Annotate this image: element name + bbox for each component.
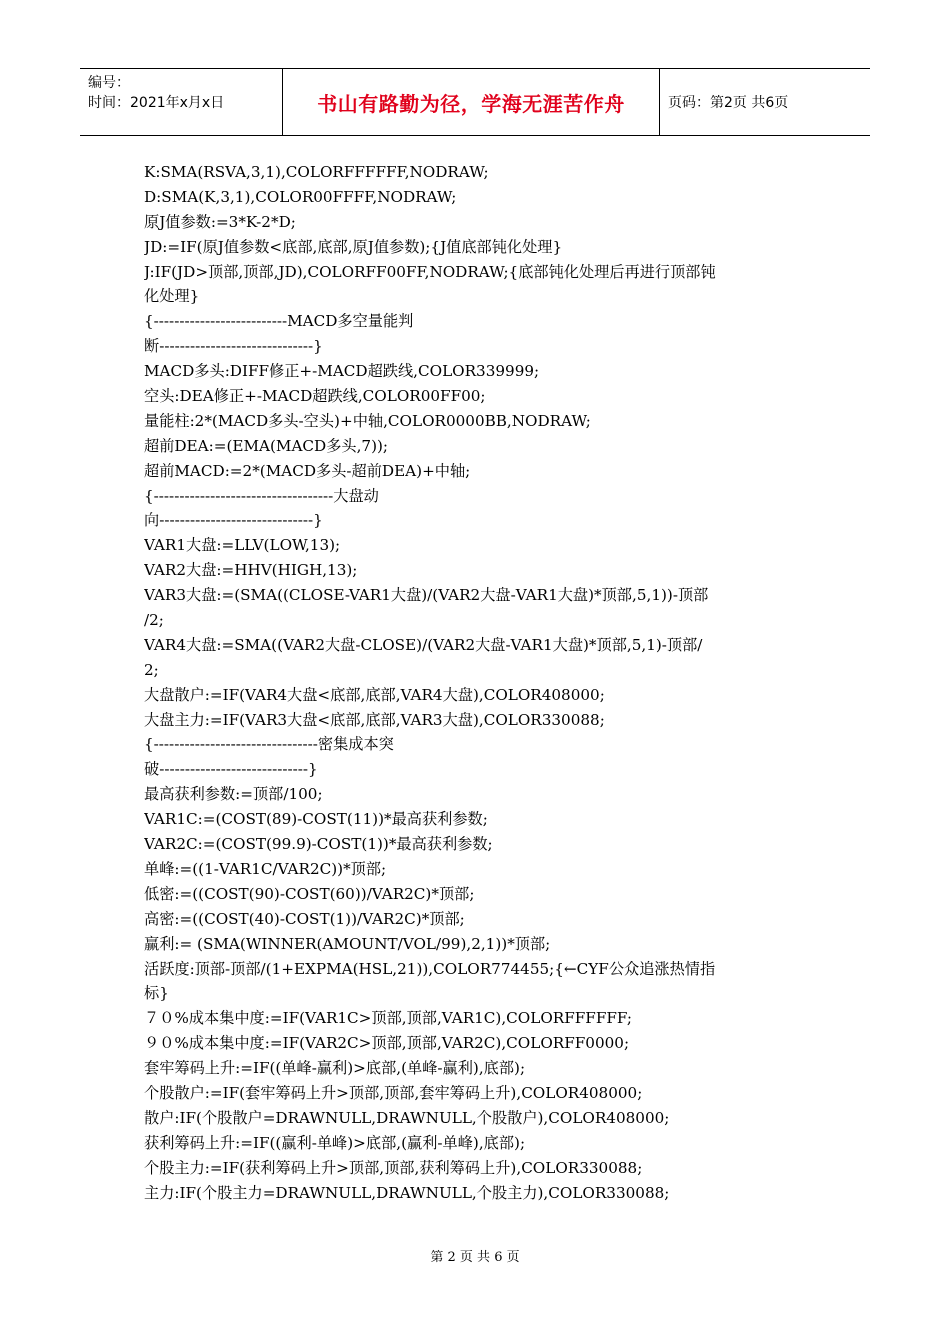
text-line: 超前DEA:=(EMA(MACD多头,7));: [144, 436, 389, 455]
text-line: 单峰:=((1-VAR1C/VAR2C))*顶部;: [144, 859, 387, 878]
motto-text: 书山有路勤为径，学海无涯苦作舟: [317, 91, 625, 116]
text-line: VAR2大盘:=HHV(HIGH,13);: [144, 561, 358, 580]
date-label: 时间：2021年x月x日: [88, 95, 225, 111]
text-line: ９０%成本集中度:=IF(VAR2C>顶部,顶部,VAR2C),COLORFF0000;: [144, 1034, 630, 1053]
text-line: MACD多头:DIFF修正+-MACD超跌线,COLOR339999;: [144, 362, 540, 381]
text-line: K:SMA(RSVA,3,1),COLORFFFFFF,NODRAW;: [144, 163, 489, 181]
text-line: 大盘主力:=IF(VAR3大盘<底部,底部,VAR3大盘),COLOR330088;: [144, 710, 605, 729]
header-meta: [80, 69, 283, 135]
text-line: {--------------------------------密集成本突: [144, 735, 394, 754]
header-motto-cell: [283, 69, 660, 135]
text-line: 高密:=((COST(40)-COST(1))/VAR2C)*顶部;: [144, 909, 465, 928]
text-line: 化处理}: [144, 287, 200, 306]
text-line: 获利筹码上升:=IF((赢利-单峰)>底部,(赢利-单峰),底部);: [144, 1133, 526, 1152]
text-line: 断------------------------------}: [144, 337, 323, 356]
text-line: {-----------------------------------大盘动: [144, 486, 379, 505]
text-line: 套牢筹码上升:=IF((单峰-赢利)>底部,(单峰-赢利),底部);: [144, 1059, 526, 1078]
text-line: 向------------------------------}: [144, 511, 323, 530]
page-header: [80, 68, 870, 136]
text-line: {--------------------------MACD多空量能判: [144, 312, 414, 331]
text-line: 标}: [144, 984, 169, 1003]
text-line: 原J值参数:=3*K-2*D;: [144, 212, 296, 231]
text-line: 破-----------------------------}: [144, 760, 318, 779]
text-line: 2;: [144, 660, 159, 679]
text-line: 散户:IF(个股散户=DRAWNULL,DRAWNULL,个股散户),COLOR408000;: [144, 1108, 670, 1127]
text-line: VAR1C:=(COST(89)-COST(11))*最高获利参数;: [144, 810, 488, 829]
text-line: VAR3大盘:=(SMA((CLOSE-VAR1大盘)/(VAR2大盘-VAR1大盘)*顶部,5,1))-顶部: [144, 586, 709, 605]
page-footer: 第 2 页 共 6 页: [430, 1250, 520, 1265]
text-line: 空头:DEA修正+-MACD超跌线,COLOR00FF00;: [144, 387, 486, 406]
text-line: ７０%成本集中度:=IF(VAR1C>顶部,顶部,VAR1C),COLORFFFFFF;: [144, 1009, 633, 1028]
number-label: 编号：: [88, 75, 130, 91]
text-line: J:IF(JD>顶部,顶部,JD),COLORFF00FF,NODRAW;{底部钝化处理后再进行顶部钝: [144, 262, 716, 281]
text-line: VAR1大盘:=LLV(LOW,13);: [144, 536, 341, 555]
text-line: 主力:IF(个股主力=DRAWNULL,DRAWNULL,个股主力),COLOR330088;: [144, 1183, 670, 1202]
text-line: VAR2C:=(COST(99.9)-COST(1))*最高获利参数;: [144, 835, 493, 854]
text-line: VAR4大盘:=SMA((VAR2大盘-CLOSE)/(VAR2大盘-VAR1大盘)*顶部,5,1)-顶部/: [144, 635, 703, 654]
header-page-cell: [660, 69, 870, 135]
text-line: JD:=IF(原J值参数<底部,底部,原J值参数);{J值底部钝化处理}: [144, 237, 563, 256]
text-line: 个股散户:=IF(套牢筹码上升>顶部,顶部,套牢筹码上升),COLOR408000;: [144, 1083, 643, 1102]
text-line: /2;: [144, 611, 164, 630]
text-line: D:SMA(K,3,1),COLOR00FFFF,NODRAW;: [144, 187, 457, 206]
text-line: 大盘散户:=IF(VAR4大盘<底部,底部,VAR4大盘),COLOR408000;: [144, 685, 605, 704]
text-line: 最高获利参数:=顶部/100;: [144, 785, 323, 804]
formula-text-body: [144, 160, 804, 1205]
text-line: 活跃度:顶部-顶部/(1+EXPMA(HSL,21)),COLOR774455;{←CYF公众追涨热情指: [144, 959, 716, 978]
text-line: 个股主力:=IF(获利筹码上升>顶部,顶部,获利筹码上升),COLOR330088;: [144, 1158, 643, 1177]
text-line: 量能柱:2*(MACD多头-空头)+中轴,COLOR0000BB,NODRAW;: [144, 411, 591, 430]
text-line: 赢利:= (SMA(WINNER(AMOUNT/VOL/99),2,1))*顶部;: [144, 934, 551, 953]
text-line: 低密:=((COST(90)-COST(60))/VAR2C)*顶部;: [144, 884, 475, 903]
page-number-label: 页码：第2页 共6页: [668, 95, 789, 111]
text-line: 超前MACD:=2*(MACD多头-超前DEA)+中轴;: [144, 461, 471, 480]
